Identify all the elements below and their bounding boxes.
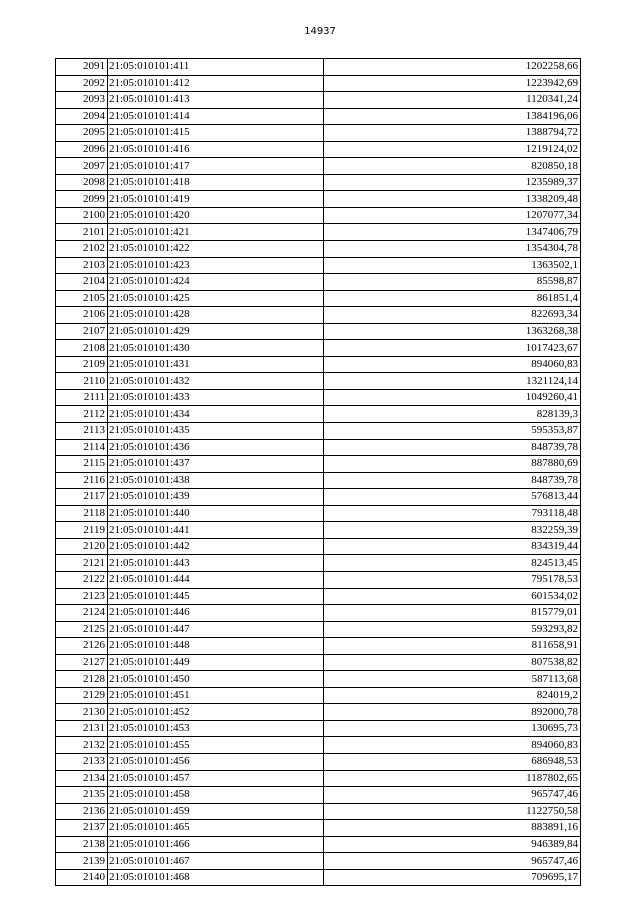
value-cell: 822693,34 [324,307,581,324]
cadastral-number-cell: 21:05:010101:457 [108,770,324,787]
row-number-cell: 2129 [56,687,108,704]
table-row [56,274,581,291]
table-row [56,820,581,837]
row-number-cell: 2112 [56,406,108,423]
value-cell: 686948,53 [324,753,581,770]
value-cell: 1122750,58 [324,803,581,820]
value-cell: 1347406,79 [324,224,581,241]
value-cell: 795178,53 [324,571,581,588]
table-row [56,92,581,109]
row-number-cell: 2131 [56,720,108,737]
row-number-cell: 2100 [56,207,108,224]
row-number-cell: 2132 [56,737,108,754]
cadastral-number-cell: 21:05:010101:432 [108,373,324,390]
row-number-cell: 2140 [56,869,108,886]
cadastral-number-cell: 21:05:010101:446 [108,605,324,622]
cadastral-number-cell: 21:05:010101:440 [108,505,324,522]
cadastral-number-cell: 21:05:010101:434 [108,406,324,423]
cadastral-number-cell: 21:05:010101:424 [108,274,324,291]
table-row [56,389,581,406]
value-cell: 1120341,24 [324,92,581,109]
value-cell: 824513,45 [324,555,581,572]
value-cell: 824019,2 [324,687,581,704]
cadastral-number-cell: 21:05:010101:413 [108,92,324,109]
value-cell: 1363502,1 [324,257,581,274]
page-number: 14937 [304,26,336,37]
table-row [56,654,581,671]
value-cell: 1187802,65 [324,770,581,787]
cadastral-number-cell: 21:05:010101:465 [108,820,324,837]
table-row [56,307,581,324]
value-cell: 1017423,67 [324,340,581,357]
row-number-cell: 2099 [56,191,108,208]
cadastral-number-cell: 21:05:010101:459 [108,803,324,820]
cadastral-number-cell: 21:05:010101:412 [108,75,324,92]
cadastral-number-cell: 21:05:010101:448 [108,638,324,655]
value-cell: 1321124,14 [324,373,581,390]
cadastral-number-cell: 21:05:010101:415 [108,125,324,142]
row-number-cell: 2111 [56,389,108,406]
table-body [56,59,581,886]
table-row [56,224,581,241]
table-row [56,803,581,820]
row-number-cell: 2113 [56,423,108,440]
row-number-cell: 2097 [56,158,108,175]
row-number-cell: 2106 [56,307,108,324]
cadastral-number-cell: 21:05:010101:458 [108,787,324,804]
cadastral-number-cell: 21:05:010101:421 [108,224,324,241]
value-cell: 892000,78 [324,704,581,721]
cadastral-number-cell: 21:05:010101:451 [108,687,324,704]
cadastral-number-cell: 21:05:010101:467 [108,853,324,870]
cadastral-number-cell: 21:05:010101:437 [108,456,324,473]
cadastral-number-cell: 21:05:010101:442 [108,538,324,555]
table-row [56,174,581,191]
value-cell: 1219124,02 [324,141,581,158]
value-cell: 601534,02 [324,588,581,605]
row-number-cell: 2117 [56,489,108,506]
table-row [56,704,581,721]
table-row [56,489,581,506]
row-number-cell: 2094 [56,108,108,125]
row-number-cell: 2110 [56,373,108,390]
table-row [56,638,581,655]
table-row [56,191,581,208]
table-row [56,571,581,588]
table-row [56,108,581,125]
cadastral-number-cell: 21:05:010101:419 [108,191,324,208]
value-cell: 793118,48 [324,505,581,522]
row-number-cell: 2116 [56,472,108,489]
value-cell: 834319,44 [324,538,581,555]
row-number-cell: 2137 [56,820,108,837]
table-row [56,59,581,76]
value-cell: 1338209,48 [324,191,581,208]
table-row [56,290,581,307]
row-number-cell: 2104 [56,274,108,291]
table-row [56,588,581,605]
table-row [56,770,581,787]
table-row [56,340,581,357]
cadastral-number-cell: 21:05:010101:438 [108,472,324,489]
value-cell: 965747,46 [324,787,581,804]
cadastral-number-cell: 21:05:010101:452 [108,704,324,721]
cadastral-number-cell: 21:05:010101:449 [108,654,324,671]
cadastral-number-cell: 21:05:010101:444 [108,571,324,588]
table-row [56,787,581,804]
value-cell: 965747,46 [324,853,581,870]
table-row [56,439,581,456]
row-number-cell: 2122 [56,571,108,588]
row-number-cell: 2128 [56,671,108,688]
value-cell: 887880,69 [324,456,581,473]
value-cell: 1235989,37 [324,174,581,191]
cadastral-number-cell: 21:05:010101:436 [108,439,324,456]
value-cell: 894060,83 [324,737,581,754]
cadastral-number-cell: 21:05:010101:456 [108,753,324,770]
value-cell: 848739,78 [324,472,581,489]
cadastral-number-cell: 21:05:010101:414 [108,108,324,125]
table-row [56,522,581,539]
cadastral-number-cell: 21:05:010101:425 [108,290,324,307]
table-row [56,720,581,737]
cadastral-number-cell: 21:05:010101:445 [108,588,324,605]
row-number-cell: 2134 [56,770,108,787]
cadastral-number-cell: 21:05:010101:435 [108,423,324,440]
value-cell: 946389,84 [324,836,581,853]
value-cell: 848739,78 [324,439,581,456]
cadastral-number-cell: 21:05:010101:428 [108,307,324,324]
value-cell: 832259,39 [324,522,581,539]
table-row [56,869,581,886]
row-number-cell: 2095 [56,125,108,142]
cadastral-number-cell: 21:05:010101:417 [108,158,324,175]
cadastral-number-cell: 21:05:010101:411 [108,59,324,76]
cadastral-number-cell: 21:05:010101:418 [108,174,324,191]
value-cell: 820850,18 [324,158,581,175]
table-row [56,75,581,92]
row-number-cell: 2126 [56,638,108,655]
value-cell: 1202258,66 [324,59,581,76]
value-cell: 1388794,72 [324,125,581,142]
value-cell: 828139,3 [324,406,581,423]
row-number-cell: 2119 [56,522,108,539]
cadastral-number-cell: 21:05:010101:433 [108,389,324,406]
row-number-cell: 2103 [56,257,108,274]
cadastral-number-cell: 21:05:010101:441 [108,522,324,539]
table-row [56,207,581,224]
row-number-cell: 2091 [56,59,108,76]
row-number-cell: 2102 [56,241,108,258]
value-cell: 1363268,38 [324,323,581,340]
value-cell: 576813,44 [324,489,581,506]
row-number-cell: 2105 [56,290,108,307]
cadastral-number-cell: 21:05:010101:430 [108,340,324,357]
cadastral-number-cell: 21:05:010101:420 [108,207,324,224]
cadastral-number-cell: 21:05:010101:431 [108,356,324,373]
row-number-cell: 2138 [56,836,108,853]
table-row [56,687,581,704]
value-cell: 811658,91 [324,638,581,655]
table-row [56,737,581,754]
row-number-cell: 2133 [56,753,108,770]
value-cell: 1049260,41 [324,389,581,406]
table-row [56,538,581,555]
value-cell: 1384196,06 [324,108,581,125]
value-cell: 1223942,69 [324,75,581,92]
value-cell: 709695,17 [324,869,581,886]
row-number-cell: 2092 [56,75,108,92]
value-cell: 587113,68 [324,671,581,688]
cadastral-number-cell: 21:05:010101:466 [108,836,324,853]
cadastral-number-cell: 21:05:010101:468 [108,869,324,886]
table-row [56,125,581,142]
cadastral-number-cell: 21:05:010101:453 [108,720,324,737]
value-cell: 595353,87 [324,423,581,440]
cadastral-number-cell: 21:05:010101:455 [108,737,324,754]
table-row [56,456,581,473]
cadastral-table [55,58,581,886]
table-row [56,505,581,522]
table-row [56,356,581,373]
cadastral-number-cell: 21:05:010101:439 [108,489,324,506]
row-number-cell: 2139 [56,853,108,870]
table-row [56,158,581,175]
value-cell: 861851,4 [324,290,581,307]
row-number-cell: 2093 [56,92,108,109]
row-number-cell: 2114 [56,439,108,456]
row-number-cell: 2125 [56,621,108,638]
row-number-cell: 2108 [56,340,108,357]
table-row [56,836,581,853]
table-row [56,323,581,340]
value-cell: 1207077,34 [324,207,581,224]
row-number-cell: 2130 [56,704,108,721]
row-number-cell: 2124 [56,605,108,622]
table-row [56,853,581,870]
cadastral-number-cell: 21:05:010101:423 [108,257,324,274]
row-number-cell: 2109 [56,356,108,373]
table-row [56,423,581,440]
row-number-cell: 2121 [56,555,108,572]
table-row [56,472,581,489]
row-number-cell: 2136 [56,803,108,820]
value-cell: 1354304,78 [324,241,581,258]
row-number-cell: 2107 [56,323,108,340]
row-number-cell: 2118 [56,505,108,522]
row-number-cell: 2115 [56,456,108,473]
value-cell: 593293,82 [324,621,581,638]
cadastral-number-cell: 21:05:010101:429 [108,323,324,340]
table-row [56,671,581,688]
cadastral-number-cell: 21:05:010101:447 [108,621,324,638]
row-number-cell: 2101 [56,224,108,241]
value-cell: 85598,87 [324,274,581,291]
value-cell: 894060,83 [324,356,581,373]
table-row [56,373,581,390]
table-row [56,406,581,423]
cadastral-number-cell: 21:05:010101:450 [108,671,324,688]
cadastral-number-cell: 21:05:010101:443 [108,555,324,572]
value-cell: 130695,73 [324,720,581,737]
table-row [56,141,581,158]
table-row [56,555,581,572]
row-number-cell: 2135 [56,787,108,804]
table-row [56,621,581,638]
row-number-cell: 2120 [56,538,108,555]
table-row [56,241,581,258]
table-row [56,753,581,770]
row-number-cell: 2098 [56,174,108,191]
table-row [56,257,581,274]
value-cell: 815779,01 [324,605,581,622]
row-number-cell: 2096 [56,141,108,158]
value-cell: 883891,16 [324,820,581,837]
cadastral-number-cell: 21:05:010101:422 [108,241,324,258]
row-number-cell: 2123 [56,588,108,605]
row-number-cell: 2127 [56,654,108,671]
table-row [56,605,581,622]
value-cell: 807538,82 [324,654,581,671]
cadastral-number-cell: 21:05:010101:416 [108,141,324,158]
